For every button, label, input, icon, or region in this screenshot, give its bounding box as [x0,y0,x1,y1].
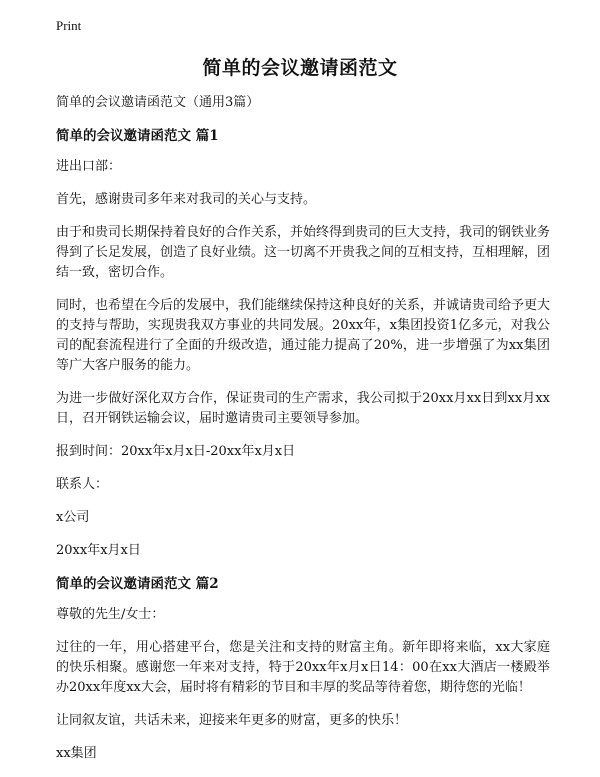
section-1 [56,126,550,561]
paragraph: 由于和贵司长期保持着良好的合作关系，并始终得到贵司的巨大支持，我司的钢铁业务得到了长足发展，创造了良好业绩。这一切离不开贵我之间的互相支持，互相理解，团结一致，密切合作。 [56,225,551,280]
section-heading: 简单的会议邀请函范文 篇1 [56,128,219,144]
paragraph: 为进一步做好深化双方合作，保证贵司的生产需求，我公司拟于20xx月xx日到xx月xx日，召开钢铁运输会议，届时邀请贵司主要领导参加。 [56,391,550,426]
date-line: 20xx年x月x日 [56,543,141,558]
registration-time: 报到时间：20xx年x月x日-20xx年x月x日 [56,444,296,459]
company-signature: x公司 [56,510,90,525]
paragraph: 首先，感谢贵司多年来对我司的关心与支持。 [56,192,317,207]
section-heading: 简单的会议邀请函范文 篇2 [56,576,219,592]
salutation: 尊敬的先生/女士： [56,607,165,622]
paragraph: 过往的一年，用心搭建平台，您是关注和支持的财富主角。新年即将来临，xx大家庭的快乐相聚。感谢您一年来对支持，特于20xx年x月x日14：00在xx大酒店一楼殿举办20xx年度xx大会，届时将有精彩的节目和丰厚的奖品等待着您，期待您的光临！ [56,640,550,695]
document-body [56,93,550,777]
print-link[interactable]: Print [56,18,82,33]
paragraph: 同时，也希望在今后的发展中，我们能继续保持这种良好的关系，并诚请贵司给予更大的支持与帮助，实现贵我双方事业的共同发展。20xx年，x集团投资1亿多元，对我公司的配套流程进行了全面的升级改造，通过能力提高了20%，进一步增强了为xx集团等广大客户服务的能力。 [56,298,551,373]
section-2 [56,574,550,764]
company-signature: xx集团 [56,746,97,761]
contact-label: 联系人： [56,477,109,492]
document-subtitle: 简单的会议邀请函范文（通用3篇） [56,95,260,110]
paragraph: 让同叙友谊，共话未来，迎接来年更多的财富，更多的快乐！ [56,713,408,728]
salutation: 进出口部： [56,159,122,174]
document-title: 简单的会议邀请函范文 [202,57,398,79]
